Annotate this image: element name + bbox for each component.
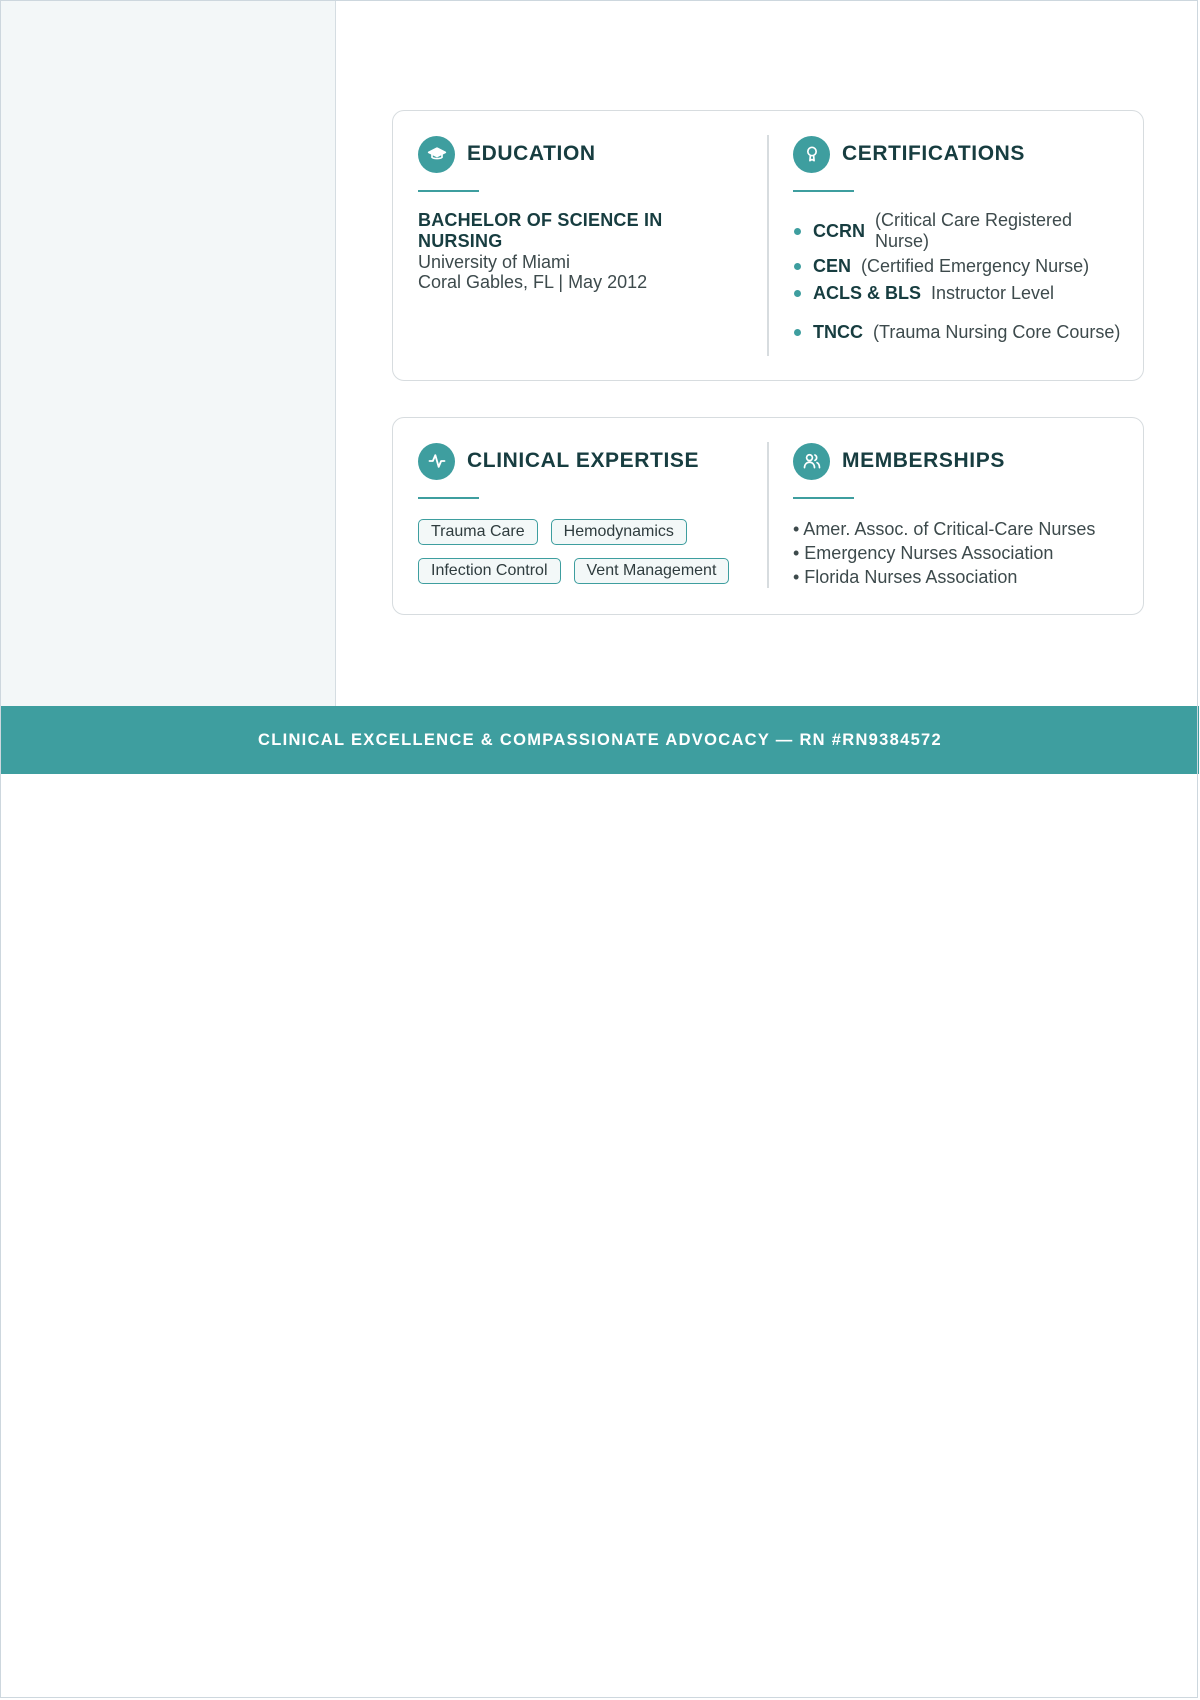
memberships-list <box>793 517 1123 589</box>
heartbeat-icon <box>418 443 455 480</box>
tag-row <box>418 558 748 584</box>
list-item <box>793 252 1123 280</box>
graduation-cap-icon <box>418 136 455 173</box>
cert-abbr: CEN <box>813 255 852 276</box>
school-name: University of Miami <box>418 252 571 272</box>
memberships-underline <box>793 497 854 499</box>
memberships-title: MEMBERSHIPS <box>842 449 1005 472</box>
education-header <box>418 135 596 173</box>
clinical-expertise-title: CLINICAL EXPERTISE <box>467 449 700 472</box>
skill-tag: Infection Control <box>418 558 561 584</box>
degree-title: BACHELOR OF SCIENCE IN NURSING <box>418 210 663 251</box>
footer-tagline: CLINICAL EXCELLENCE & COMPASSIONATE ADVOCACY — RN #RN9384572 <box>257 730 943 749</box>
certifications-underline <box>793 190 854 192</box>
clinical-expertise-underline <box>418 497 479 499</box>
certifications-header <box>793 135 1025 173</box>
skill-tag: Trauma Care <box>418 519 538 545</box>
education-entry <box>418 210 743 292</box>
tag-row <box>418 519 748 545</box>
column-divider <box>767 442 769 588</box>
list-item <box>793 210 1123 252</box>
cert-abbr: TNCC <box>813 321 863 342</box>
education-underline <box>418 190 479 192</box>
list-item <box>793 280 1123 307</box>
list-item: • Amer. Assoc. of Critical-Care Nurses <box>793 519 1096 539</box>
footer-banner <box>1 706 1199 774</box>
education-title: EDUCATION <box>467 142 596 165</box>
column-divider <box>767 135 769 356</box>
list-item: • Florida Nurses Association <box>793 567 1018 587</box>
cert-desc: (Trauma Nursing Core Course) <box>873 321 1121 342</box>
certifications-list <box>793 210 1123 357</box>
skill-tag: Vent Management <box>574 558 730 584</box>
list-item <box>793 307 1123 357</box>
cert-abbr: CCRN <box>813 220 865 241</box>
cert-desc: (Certified Emergency Nurse) <box>861 255 1090 276</box>
award-ribbon-icon <box>793 136 830 173</box>
education-certifications-card <box>392 110 1144 381</box>
clinical-expertise-header <box>418 442 699 480</box>
cert-desc: Instructor Level <box>931 283 1055 303</box>
users-icon <box>793 443 830 480</box>
expertise-memberships-card <box>392 417 1144 615</box>
sidebar-panel <box>1 1 336 706</box>
cert-desc: (Critical Care Registered Nurse) <box>875 210 1073 251</box>
expertise-tags <box>418 519 748 597</box>
certifications-title: CERTIFICATIONS <box>842 142 1026 165</box>
memberships-header <box>793 442 1005 480</box>
list-item: • Emergency Nurses Association <box>793 543 1054 563</box>
school-location-date: Coral Gables, FL | May 2012 <box>418 272 648 292</box>
cert-abbr: ACLS & BLS <box>813 283 921 303</box>
skill-tag: Hemodynamics <box>551 519 687 545</box>
